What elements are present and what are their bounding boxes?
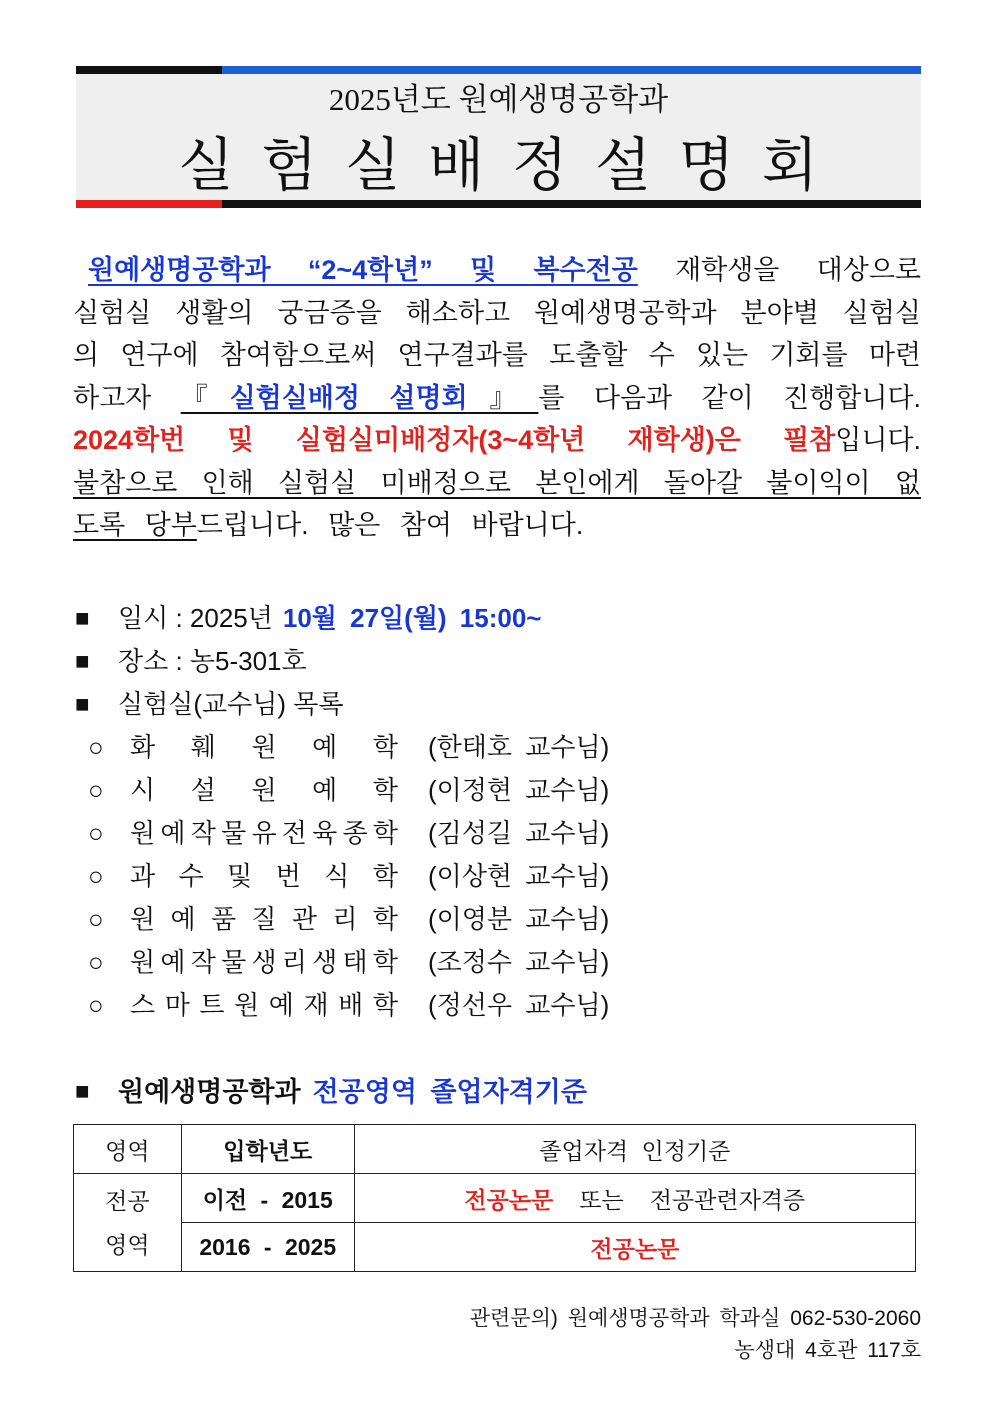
glyph: 작	[190, 947, 216, 977]
target-audience: 원예생명공학과 “2~4학년” 및 복수전공	[88, 255, 638, 285]
contact-line-location: 농생대 4호관 117호	[734, 1339, 921, 1362]
banner-bottom-bar-red	[76, 200, 222, 208]
glyph: 예	[268, 990, 294, 1020]
banner-top-bar	[76, 66, 921, 74]
banner-bottom-bar	[76, 200, 921, 208]
table-header-row	[74, 1125, 916, 1174]
glyph: 설	[595, 133, 652, 198]
intro-text: 재학생을 대상으로	[675, 255, 921, 285]
glyph: 마	[164, 990, 190, 1020]
glyph: 관	[291, 904, 317, 934]
square-bullet-icon: ■	[75, 691, 90, 718]
glyph: 화	[130, 732, 156, 762]
banner-top-bar-black	[76, 66, 222, 74]
title-banner	[76, 66, 921, 208]
table-row	[74, 1174, 916, 1223]
lab-professor: (김성길 교수님)	[428, 818, 610, 848]
glyph: 원	[130, 947, 156, 977]
intro-line-5	[73, 419, 921, 462]
intro-line-4	[73, 377, 921, 420]
glyph: 험	[261, 133, 318, 198]
lab-item	[75, 941, 921, 984]
lab-professor: (한태호 교수님)	[428, 732, 610, 762]
square-bullet-icon: ■	[75, 1078, 90, 1105]
year-range-cell: 이전 - 2015	[181, 1174, 354, 1223]
banner-bottom-bar-black	[222, 200, 921, 208]
circle-bullet-icon: ○	[88, 904, 104, 934]
criteria-cell	[354, 1223, 915, 1272]
certificate-requirement: 전공관련자격증	[649, 1186, 806, 1213]
schedule-label: 일시 : 2025년	[118, 603, 273, 633]
square-bullet-icon: ■	[75, 605, 90, 632]
circle-bullet-icon: ○	[88, 947, 104, 977]
glyph: 태	[342, 947, 368, 977]
glyph: 작	[190, 818, 216, 848]
event-details	[75, 597, 921, 1027]
glyph: 원	[130, 818, 156, 848]
glyph: 시	[130, 775, 156, 805]
square-bullet-icon: ■	[75, 648, 90, 675]
or-text: 또는	[579, 1186, 624, 1213]
glyph: 리	[281, 947, 307, 977]
glyph: 전	[281, 818, 307, 848]
glyph: 학	[372, 947, 398, 977]
event-name: 실험실배정 설명회	[229, 382, 468, 413]
lab-name	[130, 898, 398, 941]
event-name-underline	[181, 383, 539, 413]
glyph: 예	[312, 732, 338, 762]
area-label-line: 영역	[105, 1231, 150, 1258]
glyph: 유	[251, 818, 277, 848]
glyph: 원	[234, 990, 260, 1020]
banner-title	[178, 126, 818, 198]
intro-paragraph	[73, 249, 921, 547]
glyph: 학	[372, 861, 398, 891]
lab-item	[75, 898, 921, 941]
glyph: 물	[221, 818, 247, 848]
criteria-heading-topic: 전공영역 졸업자격기준	[312, 1077, 587, 1107]
area-label-line: 전공	[105, 1187, 150, 1214]
intro-line-7	[73, 504, 921, 547]
thesis-requirement: 전공논문	[464, 1186, 554, 1213]
glyph: 식	[324, 861, 350, 891]
banner-subtitle: 2025년도 원예생명공학과	[328, 82, 669, 117]
lab-name	[130, 941, 398, 984]
glyph: 학	[372, 818, 398, 848]
glyph: 물	[221, 947, 247, 977]
intro-line-3: 의 연구에 참여함으로써 연구결과를 도출할 수 있는 기회를 마련	[73, 340, 921, 370]
criteria-cell	[354, 1174, 915, 1223]
glyph: 수	[178, 861, 204, 891]
glyph: 생	[312, 947, 338, 977]
intro-text: 드립니다. 많은 참여 바랍니다.	[196, 510, 584, 540]
column-header-area: 영역	[74, 1125, 182, 1174]
glyph: 학	[372, 732, 398, 762]
thesis-requirement: 전공논문	[590, 1235, 680, 1262]
mandatory-notice: 2024학번 및 실험실미배정자(3~4학년 재학생)은 필참	[73, 425, 836, 455]
lab-item	[75, 726, 921, 769]
glyph: 배	[428, 133, 485, 198]
lab-name	[130, 726, 398, 769]
intro-line-6	[73, 462, 921, 505]
glyph: 배	[338, 990, 364, 1020]
year-range-cell: 2016 - 2025	[181, 1223, 354, 1272]
table-row	[74, 1223, 916, 1272]
intro-line-1	[73, 249, 921, 292]
glyph: 실	[344, 133, 401, 198]
intro-text: 하고자	[73, 382, 152, 413]
circle-bullet-icon: ○	[88, 818, 104, 848]
glyph: 예	[170, 904, 196, 934]
glyph: 학	[372, 775, 398, 805]
labs-heading-row	[75, 683, 921, 726]
contact-info	[470, 1303, 921, 1367]
schedule-datetime: 10월 27일(월) 15:00~	[282, 603, 542, 633]
glyph: 예	[312, 775, 338, 805]
lab-professor: (조정수 교수님)	[428, 947, 610, 977]
intro-text: 입니다.	[835, 425, 921, 455]
glyph: 질	[251, 904, 277, 934]
open-bracket: 『	[180, 382, 230, 413]
glyph: 품	[210, 904, 237, 934]
intro-line-2: 실험실 생활의 궁금증을 해소하고 원예생명공학과 분야별 실험실	[73, 297, 921, 328]
glyph: 원	[251, 732, 277, 762]
glyph: 회	[761, 133, 818, 198]
glyph: 학	[372, 904, 398, 934]
glyph: 실	[178, 133, 235, 198]
column-header-criteria: 졸업자격 인정기준	[354, 1125, 915, 1174]
glyph: 명	[678, 133, 735, 198]
lab-name	[130, 984, 398, 1027]
glyph: 리	[332, 904, 358, 934]
circle-bullet-icon: ○	[88, 732, 104, 762]
glyph: 재	[303, 990, 329, 1020]
lab-item	[75, 812, 921, 855]
circle-bullet-icon: ○	[88, 990, 104, 1020]
venue-text: 장소 : 농5-301호	[118, 646, 307, 676]
lab-name	[130, 812, 398, 855]
glyph: 학	[372, 990, 398, 1020]
glyph: 정	[511, 133, 568, 198]
glyph: 원	[130, 904, 156, 934]
venue-row	[75, 640, 921, 683]
glyph: 생	[251, 947, 277, 977]
warning-text: 불참으로 인해 실험실 미배정으로 본인에게 돌아갈 불이익이 없	[73, 467, 921, 498]
glyph: 훼	[190, 732, 216, 762]
glyph: 원	[251, 775, 277, 805]
glyph: 설	[190, 775, 216, 805]
circle-bullet-icon: ○	[88, 775, 104, 805]
lab-professor: (정선우 교수님)	[428, 990, 610, 1020]
banner-top-bar-blue	[222, 66, 921, 74]
circle-bullet-icon: ○	[88, 861, 104, 891]
column-header-year: 입학년도	[181, 1125, 354, 1174]
criteria-heading-dept: 원예생명공학과	[118, 1077, 301, 1107]
criteria-heading	[75, 1072, 587, 1112]
glyph: 및	[227, 861, 253, 891]
glyph: 육	[312, 818, 338, 848]
lab-professor: (이영분 교수님)	[428, 904, 610, 934]
lab-name	[130, 855, 398, 898]
lab-professor: (이정현 교수님)	[428, 775, 610, 805]
close-bracket: 』	[467, 382, 539, 413]
contact-line-office: 관련문의) 원예생명공학과 학과실 062-530-2060	[469, 1307, 921, 1330]
glyph: 트	[199, 990, 225, 1020]
intro-text: 를 다음과 같이 진행합니다.	[538, 382, 922, 413]
warning-text: 도록 당부	[73, 510, 197, 540]
glyph: 종	[342, 818, 368, 848]
glyph: 번	[275, 861, 301, 891]
lab-name	[130, 769, 398, 812]
labs-heading: 실험실(교수님) 목록	[118, 689, 344, 719]
schedule-row	[75, 597, 921, 640]
criteria-table	[73, 1124, 916, 1272]
glyph: 예	[160, 947, 186, 977]
glyph: 스	[130, 990, 156, 1020]
lab-item	[75, 855, 921, 898]
lab-professor: (이상현 교수님)	[428, 861, 610, 891]
area-cell	[74, 1174, 182, 1272]
lab-item	[75, 769, 921, 812]
lab-item	[75, 984, 921, 1027]
glyph: 과	[130, 861, 156, 891]
glyph: 예	[160, 818, 186, 848]
